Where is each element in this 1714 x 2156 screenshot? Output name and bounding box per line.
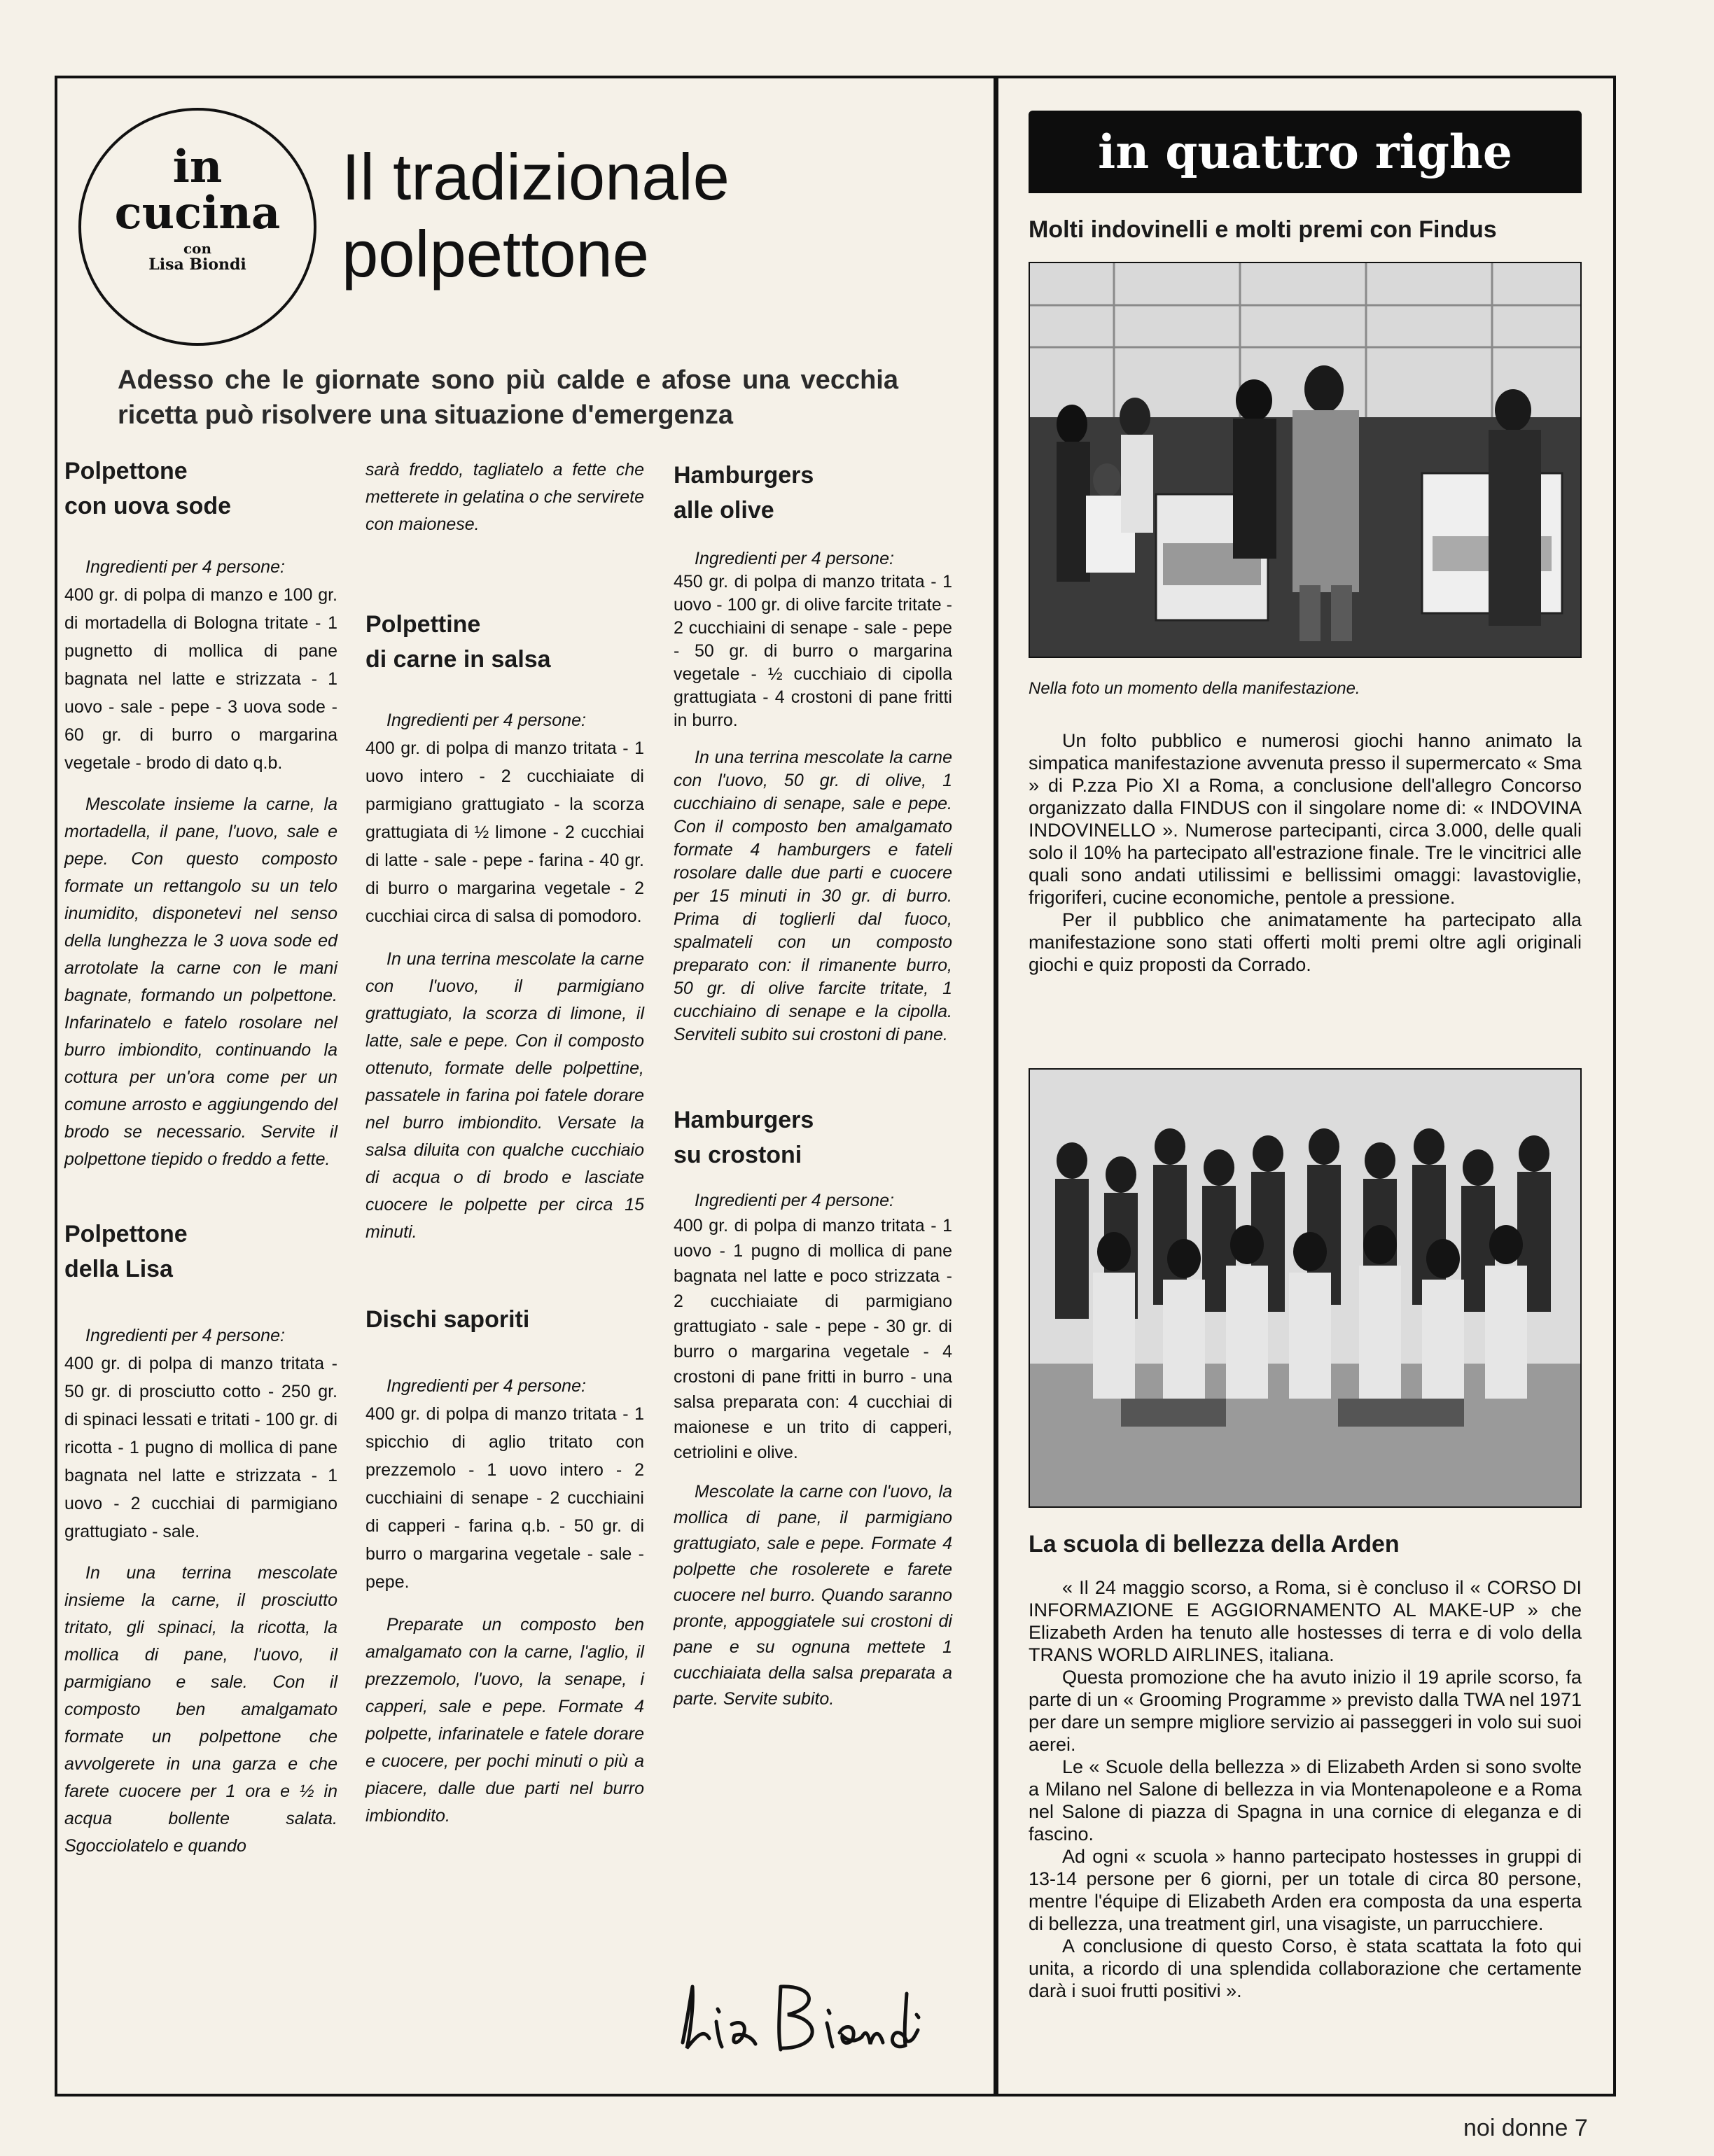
recipe-3-method: In una terrina mescolate la carne con l'uovo, il parmigiano grattugiato, la scorza di limone, il latte, sale e pepe. Con il composto ottenuto, formate delle polpettine, passatele in farina poi fatele dorare nel burro imbiondito. Versate la salsa diluita con qualche cucchiaio di acqua o di brodo e lasciate cuocere le polpette per circa 15 minuti. — [365, 949, 644, 1242]
story-2-paragraph-4: Ad ogni « scuola » hanno partecipato hostesses in gruppi di 13-14 persone per 6 giorni, per un totale di circa 80 persone, mentre l'équipe di Elizabeth Arden era composta da una esperta di bellezza, una treatment girl, una visagiste, un parrucchiere. — [1029, 1846, 1582, 1934]
arden-group-photo — [1029, 1068, 1582, 1508]
recipe-4-title: Dischi saporiti — [365, 1306, 530, 1333]
story-2-paragraph-2: Questa promozione che ha avuto inizio il 19 aprile scorso, fa parte di un « Grooming Programme » previsto dalla TWA nel 1971 per dare un sempre migliore servizio ai passeggeri in volo sui suoi aerei. — [1029, 1667, 1582, 1755]
recipe-3-title — [365, 607, 644, 677]
recipe-5-title-line-1: Hamburgers — [674, 462, 814, 489]
recipe-6-method: Mescolate la carne con l'uovo, la mollica di pane, il parmigiano grattugiato, sale e pepe. Formate 4 polpette che rosolerete e farete cuocere nel burro. Quando saranno pronte, appoggiatele sui crostoni di pane e su ognuna mettete 1 cucchiaiata della salsa preparata a parte. Servite subito. — [674, 1482, 952, 1709]
recipe-6-ingredients-text: 400 gr. di polpa di manzo tritata - 1 uovo - 1 pugno di mollica di pane bagnata nel latte e poco strizzata - 2 cucchiaiate di parmigiano grattugiato - sale - pepe - 30 gr. di burro o margarina vegetale - 4 crostoni di pane fritti in burro - una salsa preparata con: 4 cucchiai di maionese e un trito di capperi, cetriolini e olive. — [674, 1216, 952, 1462]
story-1-caption: Nella foto un momento della manifestazione. — [1029, 679, 1360, 698]
recipe-1-ingredients-lead: Ingredienti per 4 persone: — [85, 557, 285, 577]
story-2-paragraph-3: Le « Scuole della bellezza » di Elizabeth Arden si sono svolte a Milano nel Salone di bellezza in via Montenapoleone e a Roma nel Salone di piazza di Spagna in una cornice di eleganza e di fascino. — [1029, 1756, 1582, 1844]
recipe-column-2 — [365, 456, 644, 1830]
recipe-column-1 — [64, 454, 337, 1860]
recipe-2-ingredients — [64, 1322, 337, 1546]
recipe-1-title — [64, 454, 337, 524]
recipe-1-ingredients-text: 400 gr. di polpa di manzo e 100 gr. di mortadella di Bologna tritate - 1 pugnetto di mollica di pane bagnata nel latte e strizzata - 1 uovo - sale - pepe - 3 uova sode - 60 gr. di burro o margarina vegetale - brodo di dato q.b. — [64, 585, 337, 773]
recipe-column-3 — [674, 458, 952, 1712]
story-1-headline: Molti indovinelli e molti premi con Findus — [1029, 216, 1497, 243]
story-2-headline: La scuola di bellezza della Arden — [1029, 1531, 1400, 1558]
story-2-paragraph-1: « Il 24 maggio scorso, a Roma, si è concluso il « CORSO DI INFORMAZIONE E AGGIORNAMENTO AL MAKE-UP » che Elizabeth Arden ha tenuto alle hostesses di terra e di volo della TRANS WORLD AIRLINES, italiana. — [1029, 1577, 1582, 1665]
recipe-6-title — [674, 1102, 952, 1172]
recipe-1-ingredients — [64, 553, 337, 777]
title-line-2: polpettone — [342, 217, 650, 290]
recipe-1-method: Mescolate insieme la carne, la mortadella, il pane, l'uovo, sale e pepe. Con questo composto formate un rettangolo su un telo inumidito, disponetevi nel senso della lunghezza le 3 uova sode ed arrotolate la carne con le mani bagnate, formando un polpettone. Infarinatelo e fatelo rosolare nel burro imbiondito, continuando la cottura per un'ora come per un comune arrosto e aggiungendo del brodo se necessario. Servite il polpettone tiepido o freddo a fette. — [64, 794, 337, 1169]
recipe-2-title — [64, 1217, 337, 1287]
page-footer — [1463, 2114, 1588, 2142]
recipe-2-ingredients-lead: Ingredienti per 4 persone: — [85, 1326, 285, 1345]
recipe-1-title-line-1: Polpettone — [64, 458, 188, 484]
recipe-4-ingredients-lead: Ingredienti per 4 persone: — [386, 1376, 586, 1396]
arden-group-illustration — [1030, 1070, 1582, 1508]
recipe-2-ingredients-text: 400 gr. di polpa di manzo tritata - 50 gr. di prosciutto cotto - 250 gr. di spinaci lessati e tritati - 100 gr. di ricotta - 1 pugno di mollica di pane bagnata nel latte e strizzata - 1 uovo - 2 cucchiai di parmigiano grattugiato - sale. — [64, 1354, 337, 1541]
badge-in: in — [172, 141, 223, 193]
rubric-title: in quattro righe — [1029, 111, 1582, 193]
badge-cucina: cucina — [114, 187, 281, 239]
recipe-3-ingredients-text: 400 gr. di polpa di manzo tritata - 1 uovo intero - 2 cucchiaiate di parmigiano grattugiato - la scorza grattugiata di ½ limone - 2 cucchiai di latte - sale - pepe - farina - 40 gr. di burro o margarina vegetale - 2 cucchiai circa di salsa di pomodoro. — [365, 738, 644, 926]
story-2-paragraph-5: A conclusione di questo Corso, è stata scattata la foto qui unita, a ricordo di una splendida collaborazione che certamente darà i suoi frutti positivi ». — [1029, 1935, 1582, 2001]
page-number: 7 — [1574, 2115, 1588, 2141]
recipe-2-title-line-1: Polpettone — [64, 1221, 188, 1247]
findus-event-illustration — [1030, 263, 1582, 658]
magazine-name: noi donne — [1463, 2115, 1568, 2141]
recipe-4-method: Preparate un composto ben amalgamato con la carne, l'aglio, il prezzemolo, l'uovo, la senape, i capperi, sale e pepe. Formate 4 polpette, infarinatele e fatele dorare e cuocere, per pochi minuti o più a piacere, dalle due parti nel burro imbiondito. — [365, 1615, 644, 1826]
story-1-paragraph-2: Per il pubblico che animatamente ha partecipato alla manifestazione sono stati offerti molti premi oltre agli originali giochi e quiz proposti da Corrado. — [1029, 909, 1582, 975]
recipe-2-method: In una terrina mescolate insieme la carne, il prosciutto tritato, gli spinaci, la ricotta, la mollica di pane, l'uovo, il parmigiano e sale. Con il composto ben amalgamato formate un polpettone che avvolgerete in una garza e che farete cuocere per 1 ora e ½ in acqua bollente salata. Sgocciolatelo e quando — [64, 1563, 337, 1856]
recipe-3-title-line-2: di carne in salsa — [365, 646, 551, 673]
recipe-5-title-line-2: alle olive — [674, 497, 774, 524]
title-line-1: Il tradizionale — [342, 140, 730, 214]
recipe-3-title-line-1: Polpettine — [365, 611, 481, 638]
recipe-4-ingredients-text: 400 gr. di polpa di manzo tritata - 1 spicchio di aglio tritato con prezzemolo - 1 uovo intero - 2 cucchiaini di senape - 2 cucchiaini di capperi - farina q.b. - 50 gr. di burro o margarina vegetale - sale - pepe. — [365, 1404, 644, 1592]
recipe-6-ingredients-lead: Ingredienti per 4 persone: — [695, 1191, 894, 1210]
story-1-paragraph-1: Un folto pubblico e numerosi giochi hanno animato la simpatica manifestazione avvenuta presso il supermercato « Sma » di P.zza Pio XI a Roma, a conclusione dell'allegro Concorso organizzato dalla FINDUS con il singolare nome di: « INDOVINA INDOVINELLO ». Numerose partecipanti, circa 3.000, delle quali solo il 10% ha partecipato all'estrazione finale. Tre le vincitrici alle quali sono andati utilissimi e bellissimi omaggi: lavastoviglie, frigoriferi, cucine economiche, pentole a pressione. — [1029, 730, 1582, 908]
recipe-2-title-line-2: della Lisa — [64, 1256, 173, 1282]
recipe-6-title-line-2: su crostoni — [674, 1142, 802, 1168]
badge-author: Lisa Biondi — [148, 255, 246, 274]
recipe-5-ingredients — [674, 547, 952, 732]
findus-event-photo — [1029, 262, 1582, 658]
in-cucina-badge — [78, 108, 316, 346]
recipe-5-ingredients-text: 450 gr. di polpa di manzo tritata - 1 uovo - 100 gr. di olive farcite tritate - 2 cucchiaini di senape - sale - pepe - 50 gr. di burro o margarina vegetale - ½ cucchiaio di cipolla grattugiata - 4 crostoni di pane fritti in burro. — [674, 572, 952, 730]
recipe-5-title — [674, 458, 952, 528]
recipe-2-method-continued: sarà freddo, tagliatelo a fette che metterete in gelatina o che servirete con maionese. — [365, 460, 644, 534]
recipe-5-method: In una terrina mescolate la carne con l'uovo, 50 gr. di olive, 1 cucchiaino di senape, sale e pepe. Con il composto ben amalgamato formate 4 hamburgers e fateli rosolare dalle due parti e cuocere per 15 minuti in 30 gr. di burro. Prima di toglierli dal fuoco, spalmateli con un composto preparato con: il rimanente burro, 50 gr. di olive farcite tritate, 1 cucchiaino di senape e la cipolla. Serviteli subito sui crostoni di pane. — [674, 748, 952, 1044]
recipe-1-title-line-2: con uova sode — [64, 493, 232, 519]
story-1-body — [1029, 729, 1582, 976]
author-signature — [676, 1966, 928, 2064]
article-subtitle: Adesso che le giornate sono più calde e afose una vecchia ricetta può risolvere una situazione d'emergenza — [118, 365, 898, 430]
recipe-5-ingredients-lead: Ingredienti per 4 persone: — [695, 549, 894, 568]
recipe-3-ingredients — [365, 706, 644, 930]
badge-con: con — [183, 240, 212, 257]
story-2-body — [1029, 1576, 1582, 2002]
recipe-6-title-line-1: Hamburgers — [674, 1107, 814, 1133]
recipe-4-ingredients — [365, 1372, 644, 1596]
article-title — [342, 139, 730, 293]
recipe-3-ingredients-lead: Ingredienti per 4 persone: — [386, 710, 586, 730]
recipe-6-ingredients — [674, 1188, 952, 1465]
